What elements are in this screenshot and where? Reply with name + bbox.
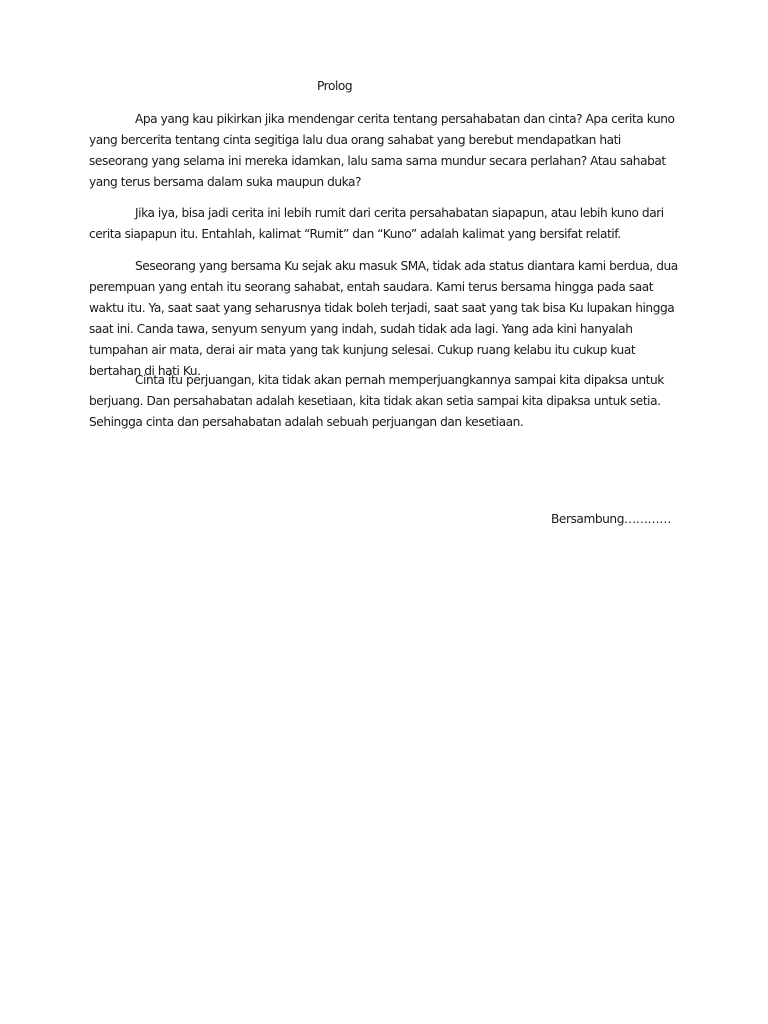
document-title: Prolog bbox=[317, 79, 353, 93]
paragraph-2: Jika iya, bisa jadi cerita ini lebih rumit dari cerita persahabatan siapapun, atau lebih kuno dari cerita siapapun itu. Entahlah, kalimat “Rumit” dan “Kuno” adalah kalimat yang bersifat relatif. bbox=[89, 206, 664, 241]
paragraph-3: Seseorang yang bersama Ku sejak aku masuk SMA, tidak ada status diantara kami berdua, dua perempuan yang entah itu seorang sahabat, entah saudara. Kami terus bersama hingga pada saat waktu itu. Ya, saat saat yang seharusnya tidak boleh terjadi, saat saat yang tak bisa Ku lupakan hingga saat ini. Canda tawa, senyum senyum yang indah, sudah tidak ada lagi. Yang ada kini hanyalah tumpahan air mata, derai air mata yang tak kunjung selesai. Cukup ruang kelabu itu cukup kuat bertahan di hati Ku. bbox=[89, 259, 678, 378]
paragraph-4: Cinta itu perjuangan, kita tidak akan pernah memperjuangkannya sampai kita dipaksa untuk berjuang. Dan persahabatan adalah kesetiaan, kita tidak akan setia sampai kita dipaksa untuk setia. Sehingga cinta dan persahabatan adalah sebuah perjuangan dan kesetiaan. bbox=[89, 373, 664, 429]
paragraph-1: Apa yang kau pikirkan jika mendengar cerita tentang persahabatan dan cinta? Apa cerita kuno yang bercerita tentang cinta segitiga lalu dua orang sahabat yang berebut mendapatkan hati seseorang yang selama ini mereka idamkan, lalu sama sama mundur secara perlahan? Atau sahabat yang terus bersama dalam suka maupun duka? bbox=[89, 112, 675, 189]
closing-text: Bersambung………… bbox=[551, 512, 671, 526]
